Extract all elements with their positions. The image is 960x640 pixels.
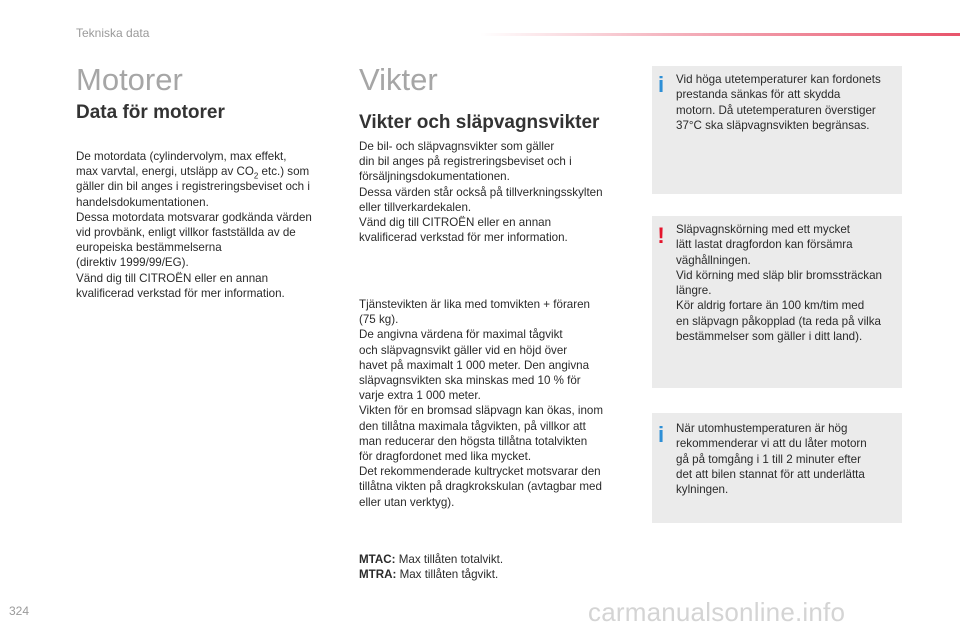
warning-box-text: Släpvagnskörning med ett mycket lätt lastat dragfordon kan försämra väghållningen. Vid körning med släp blir bromssträckan längre. Kör aldrig fortare än 100 km/tim med en släpvagn påkopplad (ta reda på vilka bestämmelser som gäller i ditt land). (676, 223, 882, 344)
mtra-definition: MTRA: Max tillåten tågvikt. (359, 568, 499, 582)
vikter-subtitle: Vikter och släpvagnsvikter (359, 112, 600, 133)
motorer-paragraph: De motordata (cylindervolym, max effekt, max varvtal, energi, utsläpp av $CO_2$ etc.) som gäller din bil anges i registreringsbeviset och i handelsdokumentationen. Dessa motordata motsvarar godkända värden vid provbänk, enligt villkor fastställda av de europeiska bestämmelserna (direktiv 1999/99/EG). Vänd dig till CITROËN eller en annan kvalificerad verkstad för mer information. (76, 150, 312, 300)
info-box-text: Vid höga utetemperaturer kan fordonets prestanda sänkas för att skydda motorn. Då utetemperaturen överstiger 37°C ska släpvagnsvikten begränsas. (676, 73, 881, 132)
section-header: Tekniska data (76, 26, 150, 40)
vikter-title: Vikter (359, 62, 438, 97)
info-box-idling (652, 413, 902, 523)
header-accent-bar (480, 33, 960, 36)
info-box-text: När utomhustemperaturen är hög rekommenderar vi att du låter motorn gå på tomgång i 1 till 2 minuter efter det att bilen stannat för att underlätta kylningen. (676, 422, 867, 497)
co2-subscript: 2 (253, 171, 259, 181)
motorer-subtitle: Data för motorer (76, 102, 225, 123)
watermark: carmanualsonline.info (588, 597, 846, 627)
motorer-title: Motorer (76, 62, 183, 97)
page-number: 324 (9, 604, 30, 618)
vikter-paragraph-2: Tjänstevikten är lika med tomvikten + föraren (75 kg). De angivna värdena för maximal tågvikt och släpvagnsvikt gäller vid en höjd över havet på maximalt 1 000 meter. Den angivna släpvagnsvikten ska minskas med 10 % för varje extra 1 000 meter. Vikten för en bromsad släpvagn kan ökas, inom den tillåtna maximala tågvikten, på villkor att man reducerar den högsta tillåtna totalvikten för dragfordonet med lika mycket. Det rekommenderade kultrycket motsvarar den tillåtna vikten på dragkrokskulan (avtagbar med eller utan verktyg). (359, 298, 604, 509)
warning-box-trailer (652, 216, 902, 388)
info-icon: i (657, 422, 665, 447)
mtac-definition: MTAC: Max tillåten totalvikt. (359, 553, 504, 566)
info-icon: i (657, 72, 665, 97)
info-box-temperature (652, 66, 902, 194)
vikter-paragraph-1: De bil- och släpvagnsvikter som gäller din bil anges på registreringsbeviset och i försäljningsdokumentationen. Dessa värden står också på tillverkningsskylten eller tillverkardekalen. Vänd dig till CITROËN eller en annan kvalificerad verkstad för mer information. (359, 140, 603, 245)
warning-icon: ! (657, 223, 665, 248)
vikter-abbreviations (359, 552, 629, 582)
